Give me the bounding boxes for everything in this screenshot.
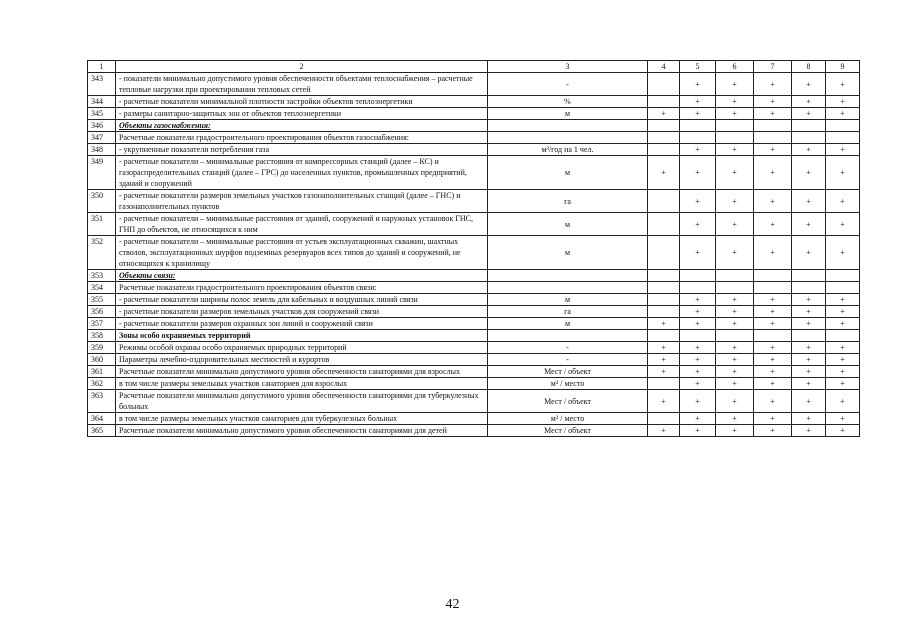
row-description xyxy=(116,390,488,413)
row-mark-col-5: + xyxy=(680,213,716,236)
row-number: 362 xyxy=(88,378,116,390)
row-mark-col-5: + xyxy=(680,413,716,425)
row-number: 354 xyxy=(88,282,116,294)
row-description-text: - размеры санитарно-защитных зон от объектов теплоэнергетики xyxy=(119,109,342,118)
row-mark-col-8: + xyxy=(792,144,826,156)
table-row xyxy=(88,132,860,144)
row-mark-col-9: + xyxy=(826,156,860,190)
row-description xyxy=(116,156,488,190)
row-number: 364 xyxy=(88,413,116,425)
row-mark-col-7: + xyxy=(754,156,792,190)
row-mark-col-6: + xyxy=(716,108,754,120)
row-mark-col-6: + xyxy=(716,306,754,318)
row-mark-col-7: + xyxy=(754,378,792,390)
row-unit: м xyxy=(488,318,648,330)
row-mark-col-4 xyxy=(648,96,680,108)
row-description xyxy=(116,144,488,156)
header-cell: 3 xyxy=(488,61,648,73)
row-description-text: Расчетные показатели минимально допустимого уровня обеспеченности санаториями для детей xyxy=(119,426,447,435)
row-mark-col-7: + xyxy=(754,73,792,96)
row-mark-col-8: + xyxy=(792,306,826,318)
row-number: 350 xyxy=(88,190,116,213)
row-description-text: Расчетные показатели минимально допустимого уровня обеспеченности санаториями для туберкулезных больных xyxy=(119,391,479,411)
row-mark-col-6: + xyxy=(716,236,754,270)
row-mark-col-6: + xyxy=(716,378,754,390)
row-mark-col-4 xyxy=(648,378,680,390)
row-mark-col-8 xyxy=(792,132,826,144)
row-mark-col-6 xyxy=(716,120,754,132)
row-unit: - xyxy=(488,354,648,366)
row-mark-col-4: + xyxy=(648,342,680,354)
row-description xyxy=(116,96,488,108)
row-number: 357 xyxy=(88,318,116,330)
header-cell: 7 xyxy=(754,61,792,73)
row-mark-col-7 xyxy=(754,282,792,294)
row-number: 345 xyxy=(88,108,116,120)
row-unit: м xyxy=(488,213,648,236)
row-mark-col-5: + xyxy=(680,108,716,120)
table-row xyxy=(88,282,860,294)
table-body xyxy=(88,61,860,437)
row-mark-col-8 xyxy=(792,330,826,342)
row-mark-col-6: + xyxy=(716,294,754,306)
row-description-text: Параметры лечебно-оздоровительных местностей и курортов xyxy=(119,355,330,364)
row-unit: га xyxy=(488,306,648,318)
row-mark-col-6: + xyxy=(716,413,754,425)
row-unit: Мест / объект xyxy=(488,366,648,378)
row-unit: м xyxy=(488,156,648,190)
row-mark-col-7: + xyxy=(754,190,792,213)
row-mark-col-9: + xyxy=(826,306,860,318)
row-description-text: - укрупненные показатели потребления газа xyxy=(119,145,269,154)
row-mark-col-5: + xyxy=(680,390,716,413)
row-mark-col-7: + xyxy=(754,144,792,156)
row-mark-col-9: + xyxy=(826,236,860,270)
row-mark-col-5 xyxy=(680,132,716,144)
row-number: 349 xyxy=(88,156,116,190)
row-mark-col-4: + xyxy=(648,354,680,366)
row-description xyxy=(116,73,488,96)
row-mark-col-8: + xyxy=(792,342,826,354)
row-mark-col-9 xyxy=(826,270,860,282)
row-mark-col-6: + xyxy=(716,213,754,236)
row-unit xyxy=(488,120,648,132)
row-description-text: Расчетные показатели минимально допустимого уровня обеспеченности санаториями для взрослых xyxy=(119,367,460,376)
row-mark-col-7 xyxy=(754,132,792,144)
row-mark-col-6: + xyxy=(716,73,754,96)
row-mark-col-5: + xyxy=(680,425,716,437)
row-mark-col-8: + xyxy=(792,213,826,236)
row-unit: м xyxy=(488,294,648,306)
row-mark-col-6: + xyxy=(716,144,754,156)
row-mark-col-4: + xyxy=(648,425,680,437)
row-mark-col-6: + xyxy=(716,390,754,413)
row-description-text: - расчетные показатели размеров земельных участков газонаполнительных станций (далее – ГНС) и газонаполнительных пунктов xyxy=(119,191,461,211)
row-mark-col-7: + xyxy=(754,425,792,437)
row-description-text: - расчетные показатели ширины полос земель для кабельных и воздушных линий связи xyxy=(119,295,418,304)
row-mark-col-9: + xyxy=(826,144,860,156)
row-number: 352 xyxy=(88,236,116,270)
row-mark-col-6 xyxy=(716,282,754,294)
table-row xyxy=(88,342,860,354)
document-table-container xyxy=(87,60,859,437)
row-mark-col-9: + xyxy=(826,318,860,330)
row-mark-col-4: + xyxy=(648,366,680,378)
row-unit: - xyxy=(488,73,648,96)
row-mark-col-7: + xyxy=(754,366,792,378)
header-cell: 2 xyxy=(116,61,488,73)
row-mark-col-5 xyxy=(680,282,716,294)
row-mark-col-5: + xyxy=(680,306,716,318)
row-mark-col-5: + xyxy=(680,366,716,378)
row-description-text: Объекты газоснабжения: xyxy=(119,121,211,130)
row-mark-col-4 xyxy=(648,330,680,342)
row-mark-col-9: + xyxy=(826,294,860,306)
row-mark-col-7 xyxy=(754,330,792,342)
row-mark-col-5 xyxy=(680,120,716,132)
table-row xyxy=(88,96,860,108)
row-mark-col-8: + xyxy=(792,366,826,378)
row-mark-col-6 xyxy=(716,132,754,144)
row-mark-col-6: + xyxy=(716,190,754,213)
row-description-text: - показатели минимально допустимого уровня обеспеченности объектами теплоснабжения – расчетные тепловые нагрузки при проектировании тепловых сетей xyxy=(119,74,473,94)
row-mark-col-6: + xyxy=(716,318,754,330)
row-mark-col-9: + xyxy=(826,425,860,437)
row-number: 359 xyxy=(88,342,116,354)
row-description xyxy=(116,120,488,132)
header-row xyxy=(88,61,860,73)
row-description-text: Расчетные показатели градостроительного проектирования объектов газоснабжения: xyxy=(119,133,409,142)
row-mark-col-7: + xyxy=(754,294,792,306)
row-mark-col-9: + xyxy=(826,213,860,236)
row-number: 365 xyxy=(88,425,116,437)
row-number: 353 xyxy=(88,270,116,282)
row-mark-col-4 xyxy=(648,270,680,282)
header-cell: 1 xyxy=(88,61,116,73)
row-mark-col-4 xyxy=(648,190,680,213)
row-description xyxy=(116,342,488,354)
row-mark-col-9: + xyxy=(826,366,860,378)
row-unit xyxy=(488,132,648,144)
row-mark-col-5: + xyxy=(680,144,716,156)
row-number: 351 xyxy=(88,213,116,236)
row-unit: м³/год на 1 чел. xyxy=(488,144,648,156)
row-description-text: - расчетные показатели размеров охранных зон линий и сооружений связи xyxy=(119,319,373,328)
row-mark-col-8: + xyxy=(792,190,826,213)
row-mark-col-5: + xyxy=(680,190,716,213)
row-description-text: Объекты связи: xyxy=(119,271,176,280)
row-mark-col-4 xyxy=(648,120,680,132)
row-mark-col-4 xyxy=(648,144,680,156)
row-description xyxy=(116,282,488,294)
table-row xyxy=(88,318,860,330)
row-mark-col-8: + xyxy=(792,236,826,270)
row-description xyxy=(116,132,488,144)
row-unit: м² / место xyxy=(488,378,648,390)
row-number: 347 xyxy=(88,132,116,144)
row-description-text: - расчетные показатели минимальной плотности застройки объектов теплоэнергетики xyxy=(119,97,413,106)
row-mark-col-5: + xyxy=(680,156,716,190)
row-mark-col-9 xyxy=(826,330,860,342)
row-unit: Мест / объект xyxy=(488,390,648,413)
header-cell: 6 xyxy=(716,61,754,73)
table-row xyxy=(88,144,860,156)
row-description-text: - расчетные показатели – минимальные расстояния от зданий, сооружений и наружных установок ГНС, ГНП до объектов, не относящихся к ним xyxy=(119,214,473,234)
row-number: 361 xyxy=(88,366,116,378)
row-mark-col-9: + xyxy=(826,73,860,96)
row-mark-col-8: + xyxy=(792,108,826,120)
row-mark-col-6 xyxy=(716,270,754,282)
row-mark-col-7: + xyxy=(754,306,792,318)
table-row xyxy=(88,425,860,437)
table-row xyxy=(88,213,860,236)
row-mark-col-4 xyxy=(648,282,680,294)
row-unit: м² / место xyxy=(488,413,648,425)
row-mark-col-8: + xyxy=(792,96,826,108)
row-mark-col-6: + xyxy=(716,342,754,354)
row-mark-col-4 xyxy=(648,132,680,144)
header-cell: 8 xyxy=(792,61,826,73)
row-number: 355 xyxy=(88,294,116,306)
row-description xyxy=(116,108,488,120)
row-mark-col-4: + xyxy=(648,108,680,120)
row-mark-col-6: + xyxy=(716,156,754,190)
row-unit: га xyxy=(488,190,648,213)
row-mark-col-9 xyxy=(826,132,860,144)
page-number: 42 xyxy=(445,597,460,612)
row-description xyxy=(116,236,488,270)
row-mark-col-9: + xyxy=(826,390,860,413)
row-description xyxy=(116,330,488,342)
table-row xyxy=(88,294,860,306)
row-description xyxy=(116,306,488,318)
row-mark-col-9: + xyxy=(826,342,860,354)
table-row xyxy=(88,378,860,390)
table-row xyxy=(88,366,860,378)
row-mark-col-7: + xyxy=(754,354,792,366)
row-mark-col-5: + xyxy=(680,96,716,108)
row-mark-col-5: + xyxy=(680,236,716,270)
table-row xyxy=(88,413,860,425)
row-unit: м xyxy=(488,108,648,120)
row-mark-col-9 xyxy=(826,282,860,294)
row-description xyxy=(116,366,488,378)
row-description xyxy=(116,413,488,425)
row-mark-col-6: + xyxy=(716,96,754,108)
row-mark-col-9: + xyxy=(826,96,860,108)
row-mark-col-4 xyxy=(648,413,680,425)
row-description xyxy=(116,425,488,437)
row-description xyxy=(116,213,488,236)
row-mark-col-7: + xyxy=(754,390,792,413)
row-description-text: Расчетные показатели градостроительного проектирования объектов связи: xyxy=(119,283,377,292)
table-row xyxy=(88,156,860,190)
row-mark-col-9: + xyxy=(826,378,860,390)
row-mark-col-4 xyxy=(648,213,680,236)
row-mark-col-7: + xyxy=(754,236,792,270)
row-number: 356 xyxy=(88,306,116,318)
row-mark-col-4 xyxy=(648,73,680,96)
row-mark-col-6: + xyxy=(716,354,754,366)
row-unit: м xyxy=(488,236,648,270)
row-mark-col-5 xyxy=(680,330,716,342)
row-mark-col-8: + xyxy=(792,318,826,330)
table-row xyxy=(88,354,860,366)
row-mark-col-7: + xyxy=(754,108,792,120)
row-mark-col-8: + xyxy=(792,294,826,306)
row-mark-col-5 xyxy=(680,270,716,282)
row-mark-col-8 xyxy=(792,120,826,132)
row-mark-col-5: + xyxy=(680,73,716,96)
row-number: 344 xyxy=(88,96,116,108)
row-number: 346 xyxy=(88,120,116,132)
row-description xyxy=(116,354,488,366)
row-mark-col-8: + xyxy=(792,354,826,366)
row-mark-col-6: + xyxy=(716,366,754,378)
row-description xyxy=(116,294,488,306)
row-number: 363 xyxy=(88,390,116,413)
row-mark-col-7: + xyxy=(754,96,792,108)
row-mark-col-8: + xyxy=(792,73,826,96)
table-row xyxy=(88,330,860,342)
row-description-text: - расчетные показатели – минимальные расстояния от устьев эксплуатационных скважин, шахтных стволов, эксплуатационных шурфов подземных резервуаров всех типов до зданий и сооружений, не относящихся к хранилищу xyxy=(119,237,461,268)
header-cell: 5 xyxy=(680,61,716,73)
row-mark-col-8: + xyxy=(792,156,826,190)
row-description xyxy=(116,318,488,330)
row-mark-col-8: + xyxy=(792,390,826,413)
table-row xyxy=(88,306,860,318)
row-description xyxy=(116,190,488,213)
row-mark-col-7: + xyxy=(754,213,792,236)
row-mark-col-6 xyxy=(716,330,754,342)
row-description-text: в том числе размеры земельных участков санаториев для взрослых xyxy=(119,379,348,388)
row-mark-col-8 xyxy=(792,270,826,282)
row-mark-col-5: + xyxy=(680,318,716,330)
row-description xyxy=(116,270,488,282)
table-row xyxy=(88,236,860,270)
row-number: 358 xyxy=(88,330,116,342)
row-unit xyxy=(488,282,648,294)
indicators-table xyxy=(87,60,860,437)
row-description-text: в том числе размеры земельных участков санаториев для туберкулезных больных xyxy=(119,414,398,423)
row-unit: Мест / объект xyxy=(488,425,648,437)
row-description xyxy=(116,378,488,390)
row-mark-col-8 xyxy=(792,282,826,294)
row-unit xyxy=(488,330,648,342)
row-mark-col-4: + xyxy=(648,156,680,190)
row-mark-col-7: + xyxy=(754,413,792,425)
row-mark-col-5: + xyxy=(680,378,716,390)
row-mark-col-5: + xyxy=(680,354,716,366)
row-number: 360 xyxy=(88,354,116,366)
row-mark-col-9 xyxy=(826,120,860,132)
row-description-text: Зоны особо охраняемых территорий xyxy=(119,331,251,340)
row-mark-col-4 xyxy=(648,236,680,270)
row-mark-col-4: + xyxy=(648,318,680,330)
table-row xyxy=(88,73,860,96)
row-description-text: Режимы особой охраны особо охраняемых природных территорий xyxy=(119,343,347,352)
header-cell: 9 xyxy=(826,61,860,73)
table-row xyxy=(88,108,860,120)
table-row xyxy=(88,190,860,213)
row-mark-col-8: + xyxy=(792,413,826,425)
row-mark-col-7: + xyxy=(754,318,792,330)
row-mark-col-4 xyxy=(648,306,680,318)
row-mark-col-5: + xyxy=(680,294,716,306)
row-mark-col-9: + xyxy=(826,108,860,120)
row-mark-col-7: + xyxy=(754,342,792,354)
table-row xyxy=(88,120,860,132)
row-description-text: - расчетные показатели – минимальные расстояния от компрессорных станций (далее – КС) и газораспределительных станций (далее – ГРС) до населенных пунктов, промышленных предприятий, зданий и сооружений xyxy=(119,157,467,188)
table-row xyxy=(88,390,860,413)
row-description-text: - расчетные показатели размеров земельных участков для сооружений связи xyxy=(119,307,380,316)
row-mark-col-6: + xyxy=(716,425,754,437)
row-number: 343 xyxy=(88,73,116,96)
row-unit: - xyxy=(488,342,648,354)
row-mark-col-7 xyxy=(754,120,792,132)
row-mark-col-9: + xyxy=(826,354,860,366)
row-mark-col-9: + xyxy=(826,413,860,425)
header-cell: 4 xyxy=(648,61,680,73)
table-row xyxy=(88,270,860,282)
row-mark-col-8: + xyxy=(792,378,826,390)
row-mark-col-8: + xyxy=(792,425,826,437)
row-mark-col-4: + xyxy=(648,390,680,413)
row-mark-col-5: + xyxy=(680,342,716,354)
row-mark-col-9: + xyxy=(826,190,860,213)
row-unit: % xyxy=(488,96,648,108)
row-mark-col-7 xyxy=(754,270,792,282)
row-number: 348 xyxy=(88,144,116,156)
row-unit xyxy=(488,270,648,282)
row-mark-col-4 xyxy=(648,294,680,306)
